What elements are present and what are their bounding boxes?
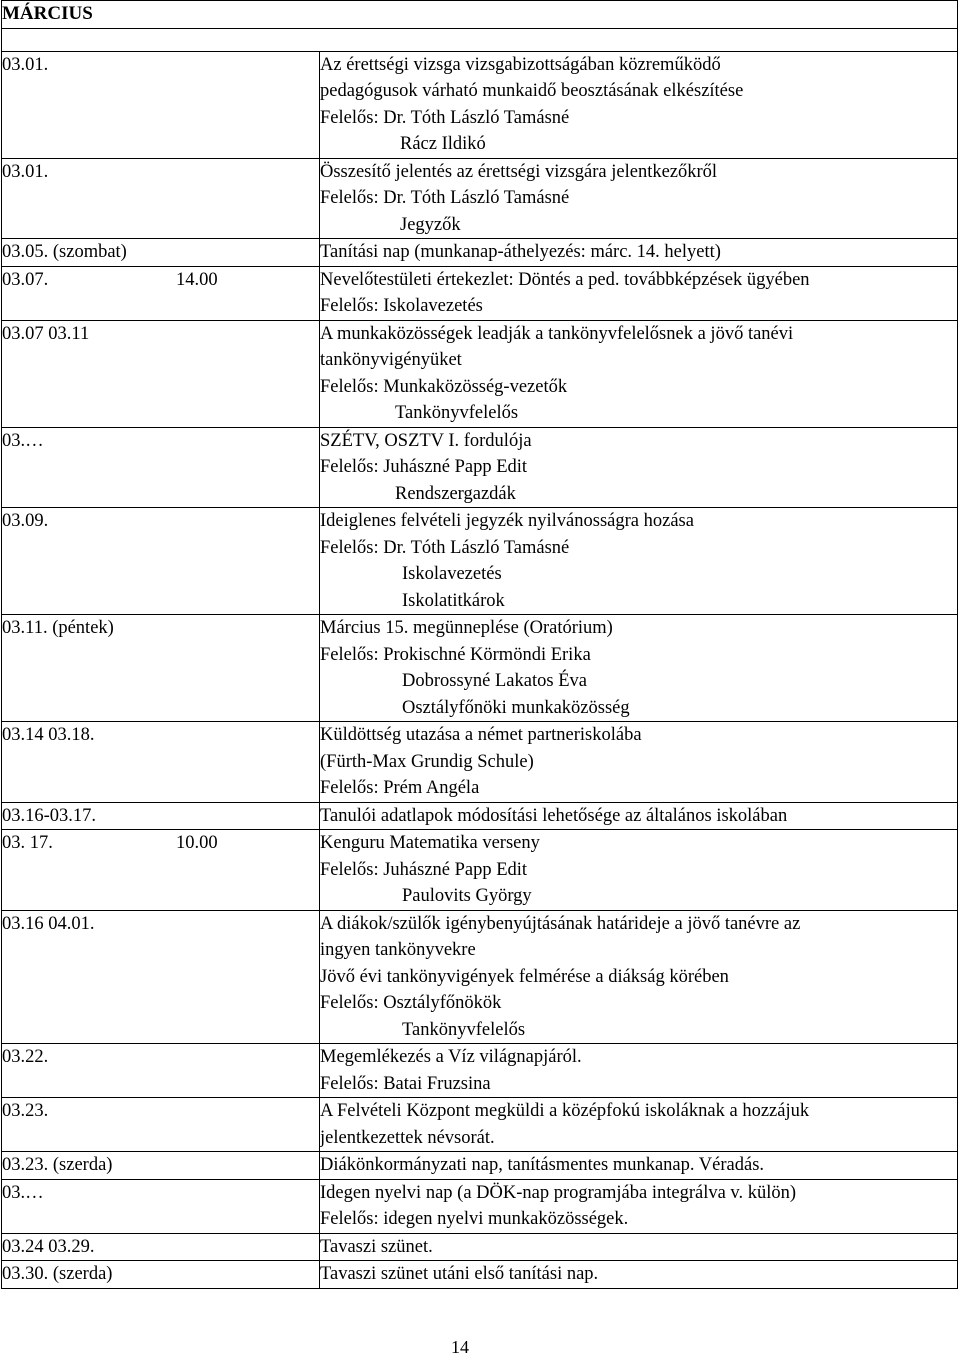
description-line: ingyen tankönyvekre [320,940,476,960]
description-cell [320,320,958,427]
description-line: (Fürth-Max Grundig Schule) [320,751,534,772]
entry-date: 03. 17. [2,833,53,853]
description-cell [320,802,958,830]
entry-date: 03.30. (szerda) [2,1264,113,1284]
description-line: Felelős: Dr. Tóth László Tamásné [320,188,570,208]
description-cell [320,266,958,320]
description-line: Felelős: Batai Fruzsina [320,1073,491,1094]
date-cell [2,615,320,722]
entry-date: 03.14 03.18. [2,725,95,745]
schedule-row [2,1044,958,1098]
description-line: Paulovits György [402,886,532,906]
description-line: Felelős: Munkaközösség-vezetők [320,376,568,397]
schedule-row [2,722,958,803]
description-line: Diákönkormányzati nap, tanításmentes munkanap. Véradás. [320,1155,765,1175]
date-cell [2,1152,320,1180]
description-line: Tankönyvfelelős [402,1019,526,1040]
entry-date: 03.07 03.11 [2,323,90,344]
entry-date: 03.22. [2,1047,49,1067]
description-line: A munkaközösségek leadják a tankönyvfelelősnek a jövő tanévi [320,323,794,344]
schedule-row [2,615,958,722]
description-line: Idegen nyelvi nap (a DÖK-nap programjába integrálva v. külön) [320,1182,797,1203]
date-cell [2,51,320,158]
description-line: Március 15. megünneplése (Oratórium) [320,618,613,638]
date-cell [2,427,320,508]
description-line: Dobrossyné Lakatos Éva [402,671,587,691]
month-header-row [2,1,958,29]
description-line: A Felvételi Központ megküldi a középfokú iskoláknak a hozzájuk [320,1101,810,1121]
date-cell [2,1261,320,1289]
date-cell [2,1233,320,1261]
entry-time: 14.00 [176,269,218,290]
description-cell [320,1261,958,1289]
date-cell [2,320,320,427]
description-line: Jegyzők [400,214,461,235]
schedule-row [2,1179,958,1233]
date-cell [2,722,320,803]
description-line: Megemlékezés a Víz világnapjáról. [320,1047,582,1067]
entry-date: 03.01. [2,54,49,75]
date-cell [2,1098,320,1152]
description-cell [320,51,958,158]
entry-date: 03.23. [2,1101,49,1121]
entry-time: 10.00 [176,833,218,853]
description-line: Felelős: Iskolavezetés [320,296,483,316]
description-cell [320,158,958,239]
description-cell [320,1179,958,1233]
description-line: SZÉTV, OSZTV I. fordulója [320,430,532,451]
entry-date: 03.07. [2,269,49,290]
description-cell [320,1044,958,1098]
description-line: A diákok/szülők igénybenyújtásának határideje a jövő tanévre az [320,913,801,934]
description-line: Tavaszi szünet utáni első tanítási nap. [320,1264,599,1284]
schedule-row [2,266,958,320]
schedule-row [2,508,958,615]
description-line: Az érettségi vizsga vizsgabizottságában közreműködő [320,54,721,75]
description-line: jelentkezettek névsorát. [320,1127,495,1148]
description-line: Rendszergazdák [395,483,516,504]
description-cell [320,239,958,267]
schedule-row [2,1261,958,1289]
schedule-row [2,1152,958,1180]
description-line: Ideiglenes felvételi jegyzék nyilvánosságra hozása [320,511,694,531]
schedule-table [1,0,958,1289]
description-line: Tavaszi szünet. [320,1236,433,1257]
entry-date: 03.09. [2,511,49,531]
description-line: Felelős: Osztályfőnökök [320,993,502,1013]
entry-date: 03.05. (szombat) [2,242,127,262]
description-line: tankönyvigényüket [320,350,462,370]
entry-date: 03.… [2,1182,44,1203]
date-cell [2,266,320,320]
description-cell [320,508,958,615]
date-cell [2,239,320,267]
description-line: Összesítő jelentés az érettségi vizsgára jelentkezőkről [320,161,718,182]
entry-date: 03.16-03.17. [2,805,97,826]
description-cell [320,910,958,1044]
description-line: Kenguru Matematika verseny [320,833,540,853]
description-line: Felelős: idegen nyelvi munkaközösségek. [320,1209,629,1229]
schedule-row [2,158,958,239]
entry-date: 03.… [2,430,44,451]
description-line: Tanulói adatlapok módosítási lehetősége az általános iskolában [320,805,788,826]
description-line: Küldöttség utazása a német partneriskolába [320,725,642,745]
entry-date: 03.11. (péntek) [2,618,114,638]
description-line: Jövő évi tankönyvigények felmérése a diákság körében [320,966,729,987]
entry-date: 03.24 03.29. [2,1236,95,1257]
schedule-row [2,802,958,830]
description-line: Iskolatitkárok [402,590,505,611]
description-cell [320,1152,958,1180]
description-line: Tankönyvfelelős [395,403,519,423]
description-line: Iskolavezetés [402,564,502,584]
description-cell [320,427,958,508]
entry-date: 03.23. (szerda) [2,1155,113,1175]
date-cell [2,158,320,239]
schedule-row [2,910,958,1044]
description-line: Nevelőtestületi értekezlet: Döntés a ped. továbbképzések ügyében [320,269,810,290]
entry-date: 03.16 04.01. [2,913,95,934]
description-line: Tanítási nap (munkanap-áthelyezés: márc. 14. helyett) [320,242,721,262]
schedule-row [2,1098,958,1152]
date-cell [2,508,320,615]
description-cell [320,722,958,803]
date-cell [2,1179,320,1233]
date-cell [2,1044,320,1098]
schedule-row [2,1233,958,1261]
date-cell [2,910,320,1044]
date-cell [2,830,320,911]
page-number: 14 [451,1337,469,1357]
description-line: Felelős: Dr. Tóth László Tamásné [320,537,570,558]
description-line: Felelős: Prém Angéla [320,778,480,798]
description-cell [320,1098,958,1152]
schedule-row [2,51,958,158]
schedule-row [2,239,958,267]
entry-date: 03.01. [2,161,49,182]
month-title: MÁRCIUS [2,1,958,29]
date-cell [2,802,320,830]
description-line: Rácz Ildikó [400,134,486,154]
description-line: pedagógusok várható munkaidő beosztásának elkészítése [320,81,744,101]
description-line: Felelős: Prokischné Körmöndi Erika [320,644,591,665]
schedule-row [2,320,958,427]
description-cell [320,615,958,722]
description-line: Felelős: Dr. Tóth László Tamásné [320,107,570,128]
description-cell [320,1233,958,1261]
description-line: Osztályfőnöki munkaközösség [402,697,630,718]
schedule-row [2,830,958,911]
description-line: Felelős: Juhászné Papp Edit [320,457,528,477]
description-line: Felelős: Juhászné Papp Edit [320,859,528,880]
spacer-row [2,28,958,51]
schedule-row [2,427,958,508]
description-cell [320,830,958,911]
